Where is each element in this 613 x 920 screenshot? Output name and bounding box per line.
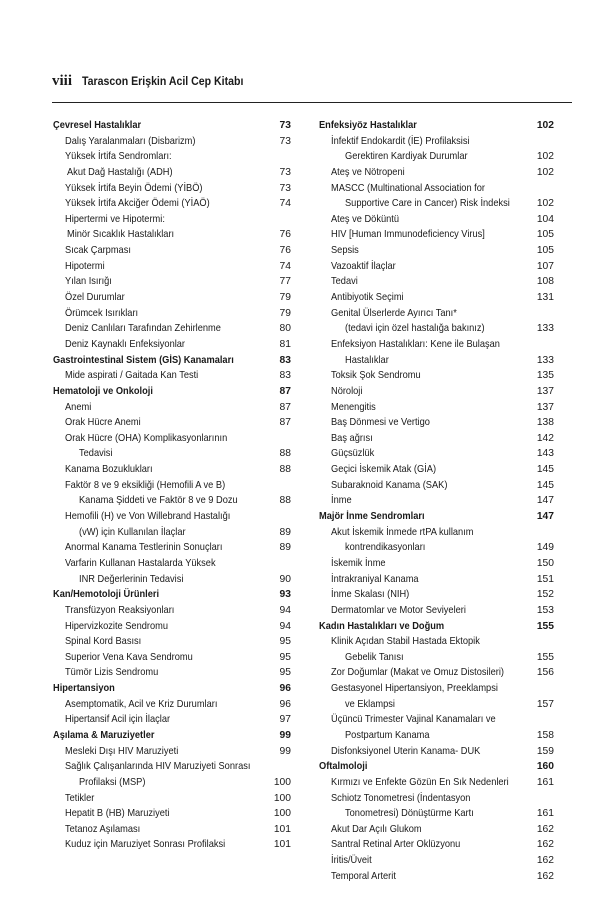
toc-entry-title: Klinik Açıdan Stabil Hastada Ektopik xyxy=(331,636,480,648)
toc-entry-title: Faktör 8 ve 9 eksikliği (Hemofili A ve B) xyxy=(65,479,226,491)
toc-entry xyxy=(53,619,291,635)
toc-entry-title: Çevresel Hastalıklar xyxy=(53,120,142,131)
toc-entry-title: Supportive Care in Cancer) Risk İndeksi xyxy=(345,198,510,210)
toc-entry xyxy=(319,556,554,572)
toc-entry-title: Gebelik Tanısı xyxy=(345,651,404,663)
book-title: Tarascon Erişkin Acil Cep Kitabı xyxy=(82,74,244,88)
toc-section-heading xyxy=(53,681,291,697)
toc-page-number: 155 xyxy=(536,651,554,663)
toc-page-number: 107 xyxy=(536,260,554,272)
toc-entry-title: INR Değerlerinin Tedavisi xyxy=(79,573,184,585)
toc-entry-title: Menengitis xyxy=(331,401,376,413)
toc-entry xyxy=(319,149,554,165)
toc-entry-title: Baş ağrısı xyxy=(331,432,373,444)
toc-entry-title: İskemik İnme xyxy=(331,557,386,569)
toc-page-number: 87 xyxy=(279,417,291,429)
toc-entry-title: Özel Durumlar xyxy=(65,292,125,304)
toc-page-number: 137 xyxy=(536,385,554,397)
toc-entry xyxy=(53,806,291,822)
toc-entry xyxy=(319,791,554,807)
toc-entry xyxy=(53,697,291,713)
toc-entry xyxy=(319,134,554,150)
toc-page-number: 77 xyxy=(279,276,291,288)
toc-page-number: 101 xyxy=(273,823,291,835)
toc-left-column xyxy=(53,118,291,853)
toc-entry xyxy=(53,572,291,588)
toc-page-number: 162 xyxy=(536,823,554,835)
toc-entry-title: Kanama Şiddeti ve Faktör 8 ve 9 Dozu xyxy=(79,495,238,507)
toc-page-number: 94 xyxy=(279,620,291,632)
toc-entry-title: (vW) için Kullanılan İlaçlar xyxy=(79,526,186,538)
toc-entry-title: Tetikler xyxy=(65,792,95,804)
toc-page-number: 157 xyxy=(536,698,554,710)
toc-page-number: 76 xyxy=(279,245,291,257)
toc-page-number: 145 xyxy=(536,479,554,491)
toc-page-number: 156 xyxy=(536,667,554,679)
toc-entry xyxy=(319,697,554,713)
toc-entry xyxy=(319,837,554,853)
toc-entry xyxy=(319,243,554,259)
toc-page-number: 76 xyxy=(279,229,291,241)
toc-entry xyxy=(53,227,291,243)
toc-entry-title: Vazoaktif İlaçlar xyxy=(331,260,396,272)
toc-entry-title: Genital Ülserlerde Ayırıcı Tanı* xyxy=(331,307,457,319)
toc-page-number: 96 xyxy=(279,698,291,710)
toc-entry xyxy=(53,462,291,478)
toc-entry xyxy=(53,306,291,322)
toc-page-number: 95 xyxy=(279,636,291,648)
toc-entry-title: Kuduz için Maruziyet Sonrası Profilaksi xyxy=(65,839,226,851)
toc-entry xyxy=(319,368,554,384)
toc-page-number: 100 xyxy=(273,776,291,788)
toc-entry-title: İritis/Üveit xyxy=(331,855,372,867)
toc-page-number: 93 xyxy=(279,589,291,601)
toc-entry-title: Postpartum Kanama xyxy=(345,729,430,741)
toc-entry xyxy=(319,681,554,697)
toc-page-number: 108 xyxy=(536,276,554,288)
toc-page-number: 89 xyxy=(279,526,291,538)
toc-entry xyxy=(53,337,291,353)
toc-entry xyxy=(53,759,291,775)
toc-entry xyxy=(319,290,554,306)
toc-entry xyxy=(319,321,554,337)
toc-entry-title: Tetanoz Aşılaması xyxy=(65,823,141,835)
toc-entry xyxy=(319,853,554,869)
toc-entry-title: Varfarin Kullanan Hastalarda Yüksek xyxy=(65,557,216,569)
toc-entry-title: Gastrointestinal Sistem (GİS) Kanamaları xyxy=(53,354,234,366)
toc-entry xyxy=(319,353,554,369)
toc-entry-title: Üçüncü Trimester Vajinal Kanamaları ve xyxy=(331,714,496,726)
toc-entry-title: İnme xyxy=(331,495,352,507)
toc-page-number: 100 xyxy=(273,808,291,820)
toc-entry-title: Kanama Bozuklukları xyxy=(65,464,153,476)
toc-page-number: 131 xyxy=(536,292,554,304)
toc-entry-title: Güçsüzlük xyxy=(331,448,375,460)
toc-page-number: 79 xyxy=(279,292,291,304)
toc-entry xyxy=(319,572,554,588)
toc-entry-title: Tedavi xyxy=(331,276,358,288)
toc-entry xyxy=(319,603,554,619)
toc-entry xyxy=(53,712,291,728)
toc-entry-title: Yüksek İrtifa Beyin Ödemi (YİBÖ) xyxy=(65,182,203,194)
toc-entry xyxy=(319,181,554,197)
toc-page-number: 74 xyxy=(279,198,291,210)
toc-entry xyxy=(319,400,554,416)
toc-page-number: 96 xyxy=(279,683,291,695)
toc-entry xyxy=(53,478,291,494)
toc-page-number: 87 xyxy=(279,401,291,413)
toc-entry-title: İnfektif Endokardit (İE) Profilaksisi xyxy=(331,135,470,147)
toc-page-number: 73 xyxy=(279,135,291,147)
toc-entry-title: Geçici İskemik Atak (GİA) xyxy=(331,464,437,476)
toc-page-number: 155 xyxy=(536,620,554,632)
toc-page-number: 95 xyxy=(279,667,291,679)
toc-entry-title: Hepatit B (HB) Maruziyeti xyxy=(65,808,170,820)
toc-entry xyxy=(53,134,291,150)
toc-section-heading xyxy=(319,509,554,525)
toc-page-number: 137 xyxy=(536,401,554,413)
page-number: viii xyxy=(52,73,73,89)
toc-entry-title: Gerektiren Kardiyak Durumlar xyxy=(345,151,468,163)
toc-entry xyxy=(53,603,291,619)
toc-entry xyxy=(53,822,291,838)
toc-entry xyxy=(53,212,291,228)
toc-page-number: 159 xyxy=(536,745,554,757)
header-divider xyxy=(52,102,572,103)
toc-entry-title: kontrendikasyonları xyxy=(345,542,426,554)
toc-entry xyxy=(53,493,291,509)
toc-page-number: 79 xyxy=(279,307,291,319)
toc-entry xyxy=(319,493,554,509)
toc-page-number: 153 xyxy=(536,604,554,616)
toc-page-number: 160 xyxy=(536,761,554,773)
toc-page-number: 142 xyxy=(536,432,554,444)
toc-page-number: 151 xyxy=(536,573,554,585)
toc-entry xyxy=(53,243,291,259)
toc-entry xyxy=(319,650,554,666)
toc-entry-title: Enfeksiyöz Hastalıklar xyxy=(319,120,417,131)
toc-entry-title: ve Eklampsi xyxy=(345,698,395,710)
toc-page-number: 83 xyxy=(279,354,291,366)
toc-section-heading xyxy=(319,759,554,775)
toc-entry-title: Dalış Yaralanmaları (Disbarizm) xyxy=(65,135,196,147)
toc-entry xyxy=(319,274,554,290)
toc-entry-title: Disfonksiyonel Uterin Kanama- DUK xyxy=(331,745,481,757)
toc-section-heading xyxy=(53,728,291,744)
toc-entry-title: Spinal Kord Basısı xyxy=(65,636,142,648)
toc-page-number: 88 xyxy=(279,464,291,476)
toc-entry-title: Baş Dönmesi ve Vertigo xyxy=(331,417,430,429)
toc-page-number: 161 xyxy=(536,776,554,788)
toc-entry-title: Hipervizkozite Sendromu xyxy=(65,620,169,632)
toc-entry xyxy=(319,869,554,885)
toc-entry-title: Minör Sıcaklık Hastalıkları xyxy=(67,229,175,241)
toc-entry xyxy=(319,212,554,228)
toc-entry xyxy=(53,431,291,447)
toc-entry-title: Sıcak Çarpması xyxy=(65,245,131,257)
toc-entry-title: Subaraknoid Kanama (SAK) xyxy=(331,479,448,491)
toc-entry-title: Mesleki Dışı HIV Maruziyeti xyxy=(65,745,179,757)
toc-entry xyxy=(319,431,554,447)
toc-entry xyxy=(53,446,291,462)
toc-entry xyxy=(319,415,554,431)
toc-entry xyxy=(319,259,554,275)
toc-entry-title: Santral Retinal Arter Oklüzyonu xyxy=(331,839,461,851)
toc-entry xyxy=(319,665,554,681)
toc-page-number: 102 xyxy=(536,166,554,178)
toc-page-number: 152 xyxy=(536,589,554,601)
toc-page-number: 88 xyxy=(279,448,291,460)
toc-entry-title: Tedavisi xyxy=(79,448,113,460)
toc-entry xyxy=(319,744,554,760)
toc-entry-title: Zor Doğumlar (Makat ve Omuz Distosileri) xyxy=(331,667,505,679)
toc-entry xyxy=(53,290,291,306)
toc-page-number: 81 xyxy=(279,338,291,350)
toc-page-number: 138 xyxy=(536,417,554,429)
toc-page-number: 133 xyxy=(536,354,554,366)
toc-entry xyxy=(319,446,554,462)
toc-entry xyxy=(53,775,291,791)
toc-entry-title: Yılan Isırığı xyxy=(65,276,112,288)
toc-entry-title: Ateş ve Döküntü xyxy=(331,213,400,225)
toc-entry-title: Schiotz Tonometresi (İndentasyon xyxy=(331,792,471,804)
toc-section-heading xyxy=(319,118,554,134)
toc-page-number: 88 xyxy=(279,495,291,507)
toc-page-number: 162 xyxy=(536,855,554,867)
toc-entry-title: Majör İnme Sendromları xyxy=(319,511,425,523)
toc-entry-title: Yüksek İrtifa Akciğer Ödemi (YİAÖ) xyxy=(65,198,210,210)
toc-entry xyxy=(319,525,554,541)
toc-entry-title: Hematoloji ve Onkoloji xyxy=(53,385,153,397)
toc-page-number: 90 xyxy=(279,573,291,585)
toc-entry-title: Kadın Hastalıkları ve Doğum xyxy=(319,620,445,632)
toc-entry xyxy=(53,321,291,337)
toc-entry xyxy=(319,196,554,212)
toc-page-number: 135 xyxy=(536,370,554,382)
toc-section-heading xyxy=(53,587,291,603)
toc-page-number: 104 xyxy=(536,213,554,225)
toc-section-heading xyxy=(53,384,291,400)
toc-entry-title: İnme Skalası (NIH) xyxy=(331,589,410,601)
toc-page-number: 133 xyxy=(536,323,554,335)
toc-entry-title: Yüksek İrtifa Sendromları: xyxy=(65,151,172,163)
toc-entry-title: Toksik Şok Sendromu xyxy=(331,370,421,382)
toc-entry-title: Akut Dar Açılı Glukom xyxy=(331,823,422,835)
toc-entry-title: HIV [Human Immunodeficiency Virus] xyxy=(331,229,485,241)
toc-entry-title: Anormal Kanama Testlerinin Sonuçları xyxy=(65,542,223,554)
toc-page-number: 161 xyxy=(536,808,554,820)
toc-entry-title: Enfeksiyon Hastalıkları: Kene ile Bulaşan xyxy=(331,338,500,350)
toc-entry xyxy=(319,462,554,478)
toc-page-number: 73 xyxy=(279,182,291,194)
toc-page-number: 83 xyxy=(279,370,291,382)
toc-entry-title: MASCC (Multinational Association for xyxy=(331,182,486,194)
toc-entry xyxy=(53,634,291,650)
toc-entry-title: Dermatomlar ve Motor Seviyeleri xyxy=(331,604,466,616)
toc-entry xyxy=(319,822,554,838)
toc-entry-title: Hipotermi xyxy=(65,260,105,272)
toc-page-number: 80 xyxy=(279,323,291,335)
toc-entry-title: Deniz Kaynaklı Enfeksiyonlar xyxy=(65,338,186,350)
toc-page-number: 150 xyxy=(536,557,554,569)
toc-entry-title: Sepsis xyxy=(331,245,359,257)
toc-entry-title: İntrakraniyal Kanama xyxy=(331,573,419,585)
toc-page-number: 101 xyxy=(273,839,291,851)
toc-page-number: 147 xyxy=(536,495,554,507)
toc-entry-title: Aşılama & Maruziyetler xyxy=(53,729,155,741)
toc-entry-title: Tonometresi) Dönüştürme Kartı xyxy=(345,808,474,820)
toc-page-number: 73 xyxy=(279,166,291,178)
toc-page-number: 158 xyxy=(536,729,554,741)
toc-entry-title: Hipertansif Acil için İlaçlar xyxy=(65,714,171,726)
toc-entry xyxy=(53,525,291,541)
toc-page-number: 99 xyxy=(279,729,291,741)
toc-entry xyxy=(319,712,554,728)
toc-page-number: 95 xyxy=(279,651,291,663)
toc-entry xyxy=(53,650,291,666)
toc-entry-title: Asemptomatik, Acil ve Kriz Durumları xyxy=(65,698,218,710)
toc-page-number: 94 xyxy=(279,604,291,616)
toc-entry xyxy=(53,165,291,181)
toc-entry-title: Kırmızı ve Enfekte Gözün En Sık Nedenleri xyxy=(331,776,509,788)
toc-entry-title: Hastalıklar xyxy=(345,354,389,366)
toc-page-number: 162 xyxy=(536,839,554,851)
toc-right-column xyxy=(319,118,554,884)
toc-entry-title: Deniz Canlıları Tarafından Zehirlenme xyxy=(65,323,221,335)
toc-entry xyxy=(53,509,291,525)
toc-entry xyxy=(319,478,554,494)
toc-entry xyxy=(53,837,291,853)
toc-entry-title: Orak Hücre Anemi xyxy=(65,417,141,429)
toc-page-number: 99 xyxy=(279,745,291,757)
toc-entry-title: Orak Hücre (OHA) Komplikasyonlarının xyxy=(65,432,228,444)
toc-entry xyxy=(53,259,291,275)
toc-page-number: 145 xyxy=(536,464,554,476)
toc-entry xyxy=(319,775,554,791)
page-header xyxy=(52,73,573,90)
toc-page-number: 105 xyxy=(536,245,554,257)
toc-page-number: 102 xyxy=(536,198,554,210)
toc-page-number: 74 xyxy=(279,260,291,272)
toc-entry xyxy=(53,540,291,556)
toc-entry-title: (tedavi için özel hastalığa bakınız) xyxy=(345,323,485,335)
toc-entry xyxy=(53,415,291,431)
toc-entry-title: Oftalmoloji xyxy=(319,761,368,773)
toc-page-number: 105 xyxy=(536,229,554,241)
toc-entry xyxy=(53,400,291,416)
toc-entry xyxy=(53,556,291,572)
toc-page-number: 97 xyxy=(279,714,291,726)
toc-page-number: 89 xyxy=(279,542,291,554)
toc-entry-title: Tümör Lizis Sendromu xyxy=(65,667,159,679)
toc-entry xyxy=(319,587,554,603)
toc-page-number: 143 xyxy=(536,448,554,460)
toc-entry-title: Mide aspirati / Gaitada Kan Testi xyxy=(65,370,199,382)
toc-page-number: 149 xyxy=(536,542,554,554)
toc-entry-title: Ateş ve Nötropeni xyxy=(331,166,405,178)
toc-entry-title: Akut Dağ Hastalığı (ADH) xyxy=(67,166,173,178)
toc-entry-title: Sağlık Çalışanlarında HIV Maruziyeti Sonrası xyxy=(65,761,251,773)
toc-entry xyxy=(53,665,291,681)
toc-entry-title: Örümcek Isırıkları xyxy=(65,307,139,319)
toc-entry-title: Hipertermi ve Hipotermi: xyxy=(65,213,165,225)
toc-page-number: 73 xyxy=(279,120,291,131)
toc-entry xyxy=(53,368,291,384)
toc-entry-title: Antibiyotik Seçimi xyxy=(331,292,404,304)
toc-entry xyxy=(319,337,554,353)
toc-page-number: 102 xyxy=(536,120,554,131)
toc-page-number: 147 xyxy=(536,511,554,523)
toc-entry xyxy=(53,149,291,165)
toc-entry xyxy=(319,540,554,556)
toc-entry-title: Kan/Hemotoloji Ürünleri xyxy=(53,589,160,601)
toc-entry xyxy=(319,634,554,650)
toc-entry xyxy=(319,806,554,822)
toc-entry xyxy=(53,274,291,290)
toc-entry xyxy=(319,306,554,322)
toc-entry xyxy=(319,165,554,181)
toc-entry-title: Anemi xyxy=(65,401,92,413)
toc-entry-title: Transfüzyon Reaksiyonları xyxy=(65,604,175,616)
toc-entry-title: Superior Vena Kava Sendromu xyxy=(65,651,193,663)
toc-section-heading xyxy=(319,619,554,635)
toc-page-number: 102 xyxy=(536,151,554,163)
toc-entry xyxy=(319,227,554,243)
toc-entry-title: Hemofili (H) ve Von Willebrand Hastalığı xyxy=(65,511,231,523)
toc-entry xyxy=(53,744,291,760)
toc-entry xyxy=(53,181,291,197)
toc-entry xyxy=(53,196,291,212)
toc-entry-title: Gestasyonel Hipertansiyon, Preeklampsi xyxy=(331,683,498,695)
toc-section-heading xyxy=(53,353,291,369)
toc-entry-title: Hipertansiyon xyxy=(53,683,115,695)
toc-entry xyxy=(53,791,291,807)
toc-page-number: 100 xyxy=(273,792,291,804)
toc-entry-title: Nöroloji xyxy=(331,385,363,397)
toc-entry-title: Temporal Arterit xyxy=(331,870,396,882)
toc-page-number: 162 xyxy=(536,870,554,882)
toc-entry-title: Akut İskemik İnmede rtPA kullanım xyxy=(331,526,474,538)
toc-entry xyxy=(319,728,554,744)
toc-section-heading xyxy=(53,118,291,134)
toc-entry xyxy=(319,384,554,400)
toc-page-number: 87 xyxy=(279,385,291,397)
toc-entry-title: Profilaksi (MSP) xyxy=(79,776,146,788)
